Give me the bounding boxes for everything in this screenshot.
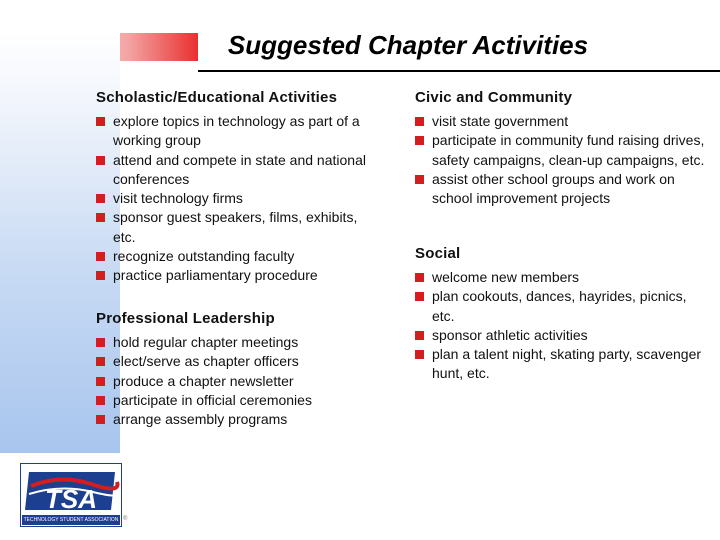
list-item: produce a chapter newsletter: [96, 372, 381, 391]
square-bullet-icon: [415, 273, 424, 282]
registered-mark: ®: [123, 516, 128, 522]
list-item: welcome new members: [415, 268, 705, 287]
section-heading-scholastic: Scholastic/Educational Activities: [96, 89, 338, 106]
square-bullet-icon: [96, 396, 105, 405]
section-civic: [415, 89, 705, 208]
square-bullet-icon: [415, 136, 424, 145]
square-bullet-icon: [96, 156, 105, 165]
list-item: participate in community fund raising drives, safety campaigns, clean-up campaigns, etc.: [415, 131, 705, 170]
square-bullet-icon: [96, 377, 105, 386]
list-item: visit state government: [415, 112, 705, 131]
list-item: attend and compete in state and national conferences: [96, 151, 381, 190]
list-civic: [415, 112, 705, 208]
tsa-logo-icon: [21, 464, 121, 516]
square-bullet-icon: [96, 252, 105, 261]
list-item: explore topics in technology as part of a working group: [96, 112, 381, 151]
tsa-logo-caption: TECHNOLOGY STUDENT ASSOCIATION: [23, 517, 119, 523]
square-bullet-icon: [96, 117, 105, 126]
list-item: assist other school groups and work on school improvement projects: [415, 170, 705, 209]
list-item: recognize outstanding faculty: [96, 247, 381, 266]
tsa-logo: [20, 463, 122, 527]
list-professional: [96, 333, 381, 429]
list-item: hold regular chapter meetings: [96, 333, 381, 352]
list-item: sponsor athletic activities: [415, 326, 705, 345]
page-title: Suggested Chapter Activities: [227, 30, 589, 60]
square-bullet-icon: [415, 350, 424, 359]
list-scholastic: [96, 112, 381, 286]
list-item: practice parliamentary procedure: [96, 266, 381, 285]
tsa-logo-text: TSA: [45, 484, 97, 514]
list-item: visit technology firms: [96, 189, 381, 208]
square-bullet-icon: [96, 271, 105, 280]
title-underline: [198, 70, 720, 72]
section-heading-social: Social: [415, 245, 461, 262]
square-bullet-icon: [415, 331, 424, 340]
section-heading-professional: Professional Leadership: [96, 310, 275, 327]
section-social: [415, 245, 705, 384]
list-item: plan cookouts, dances, hayrides, picnics, etc.: [415, 287, 705, 326]
square-bullet-icon: [96, 213, 105, 222]
list-item: participate in official ceremonies: [96, 391, 381, 410]
section-scholastic: [96, 89, 381, 286]
list-item: arrange assembly programs: [96, 410, 381, 429]
square-bullet-icon: [96, 415, 105, 424]
square-bullet-icon: [415, 175, 424, 184]
list-social: [415, 268, 705, 384]
section-professional: [96, 310, 381, 429]
square-bullet-icon: [96, 357, 105, 366]
list-item: sponsor guest speakers, films, exhibits, etc.: [96, 208, 381, 247]
section-heading-civic: Civic and Community: [415, 89, 573, 106]
square-bullet-icon: [415, 292, 424, 301]
list-item: elect/serve as chapter officers: [96, 352, 381, 371]
square-bullet-icon: [415, 117, 424, 126]
list-item: plan a talent night, skating party, scavenger hunt, etc.: [415, 345, 705, 384]
square-bullet-icon: [96, 194, 105, 203]
square-bullet-icon: [96, 338, 105, 347]
